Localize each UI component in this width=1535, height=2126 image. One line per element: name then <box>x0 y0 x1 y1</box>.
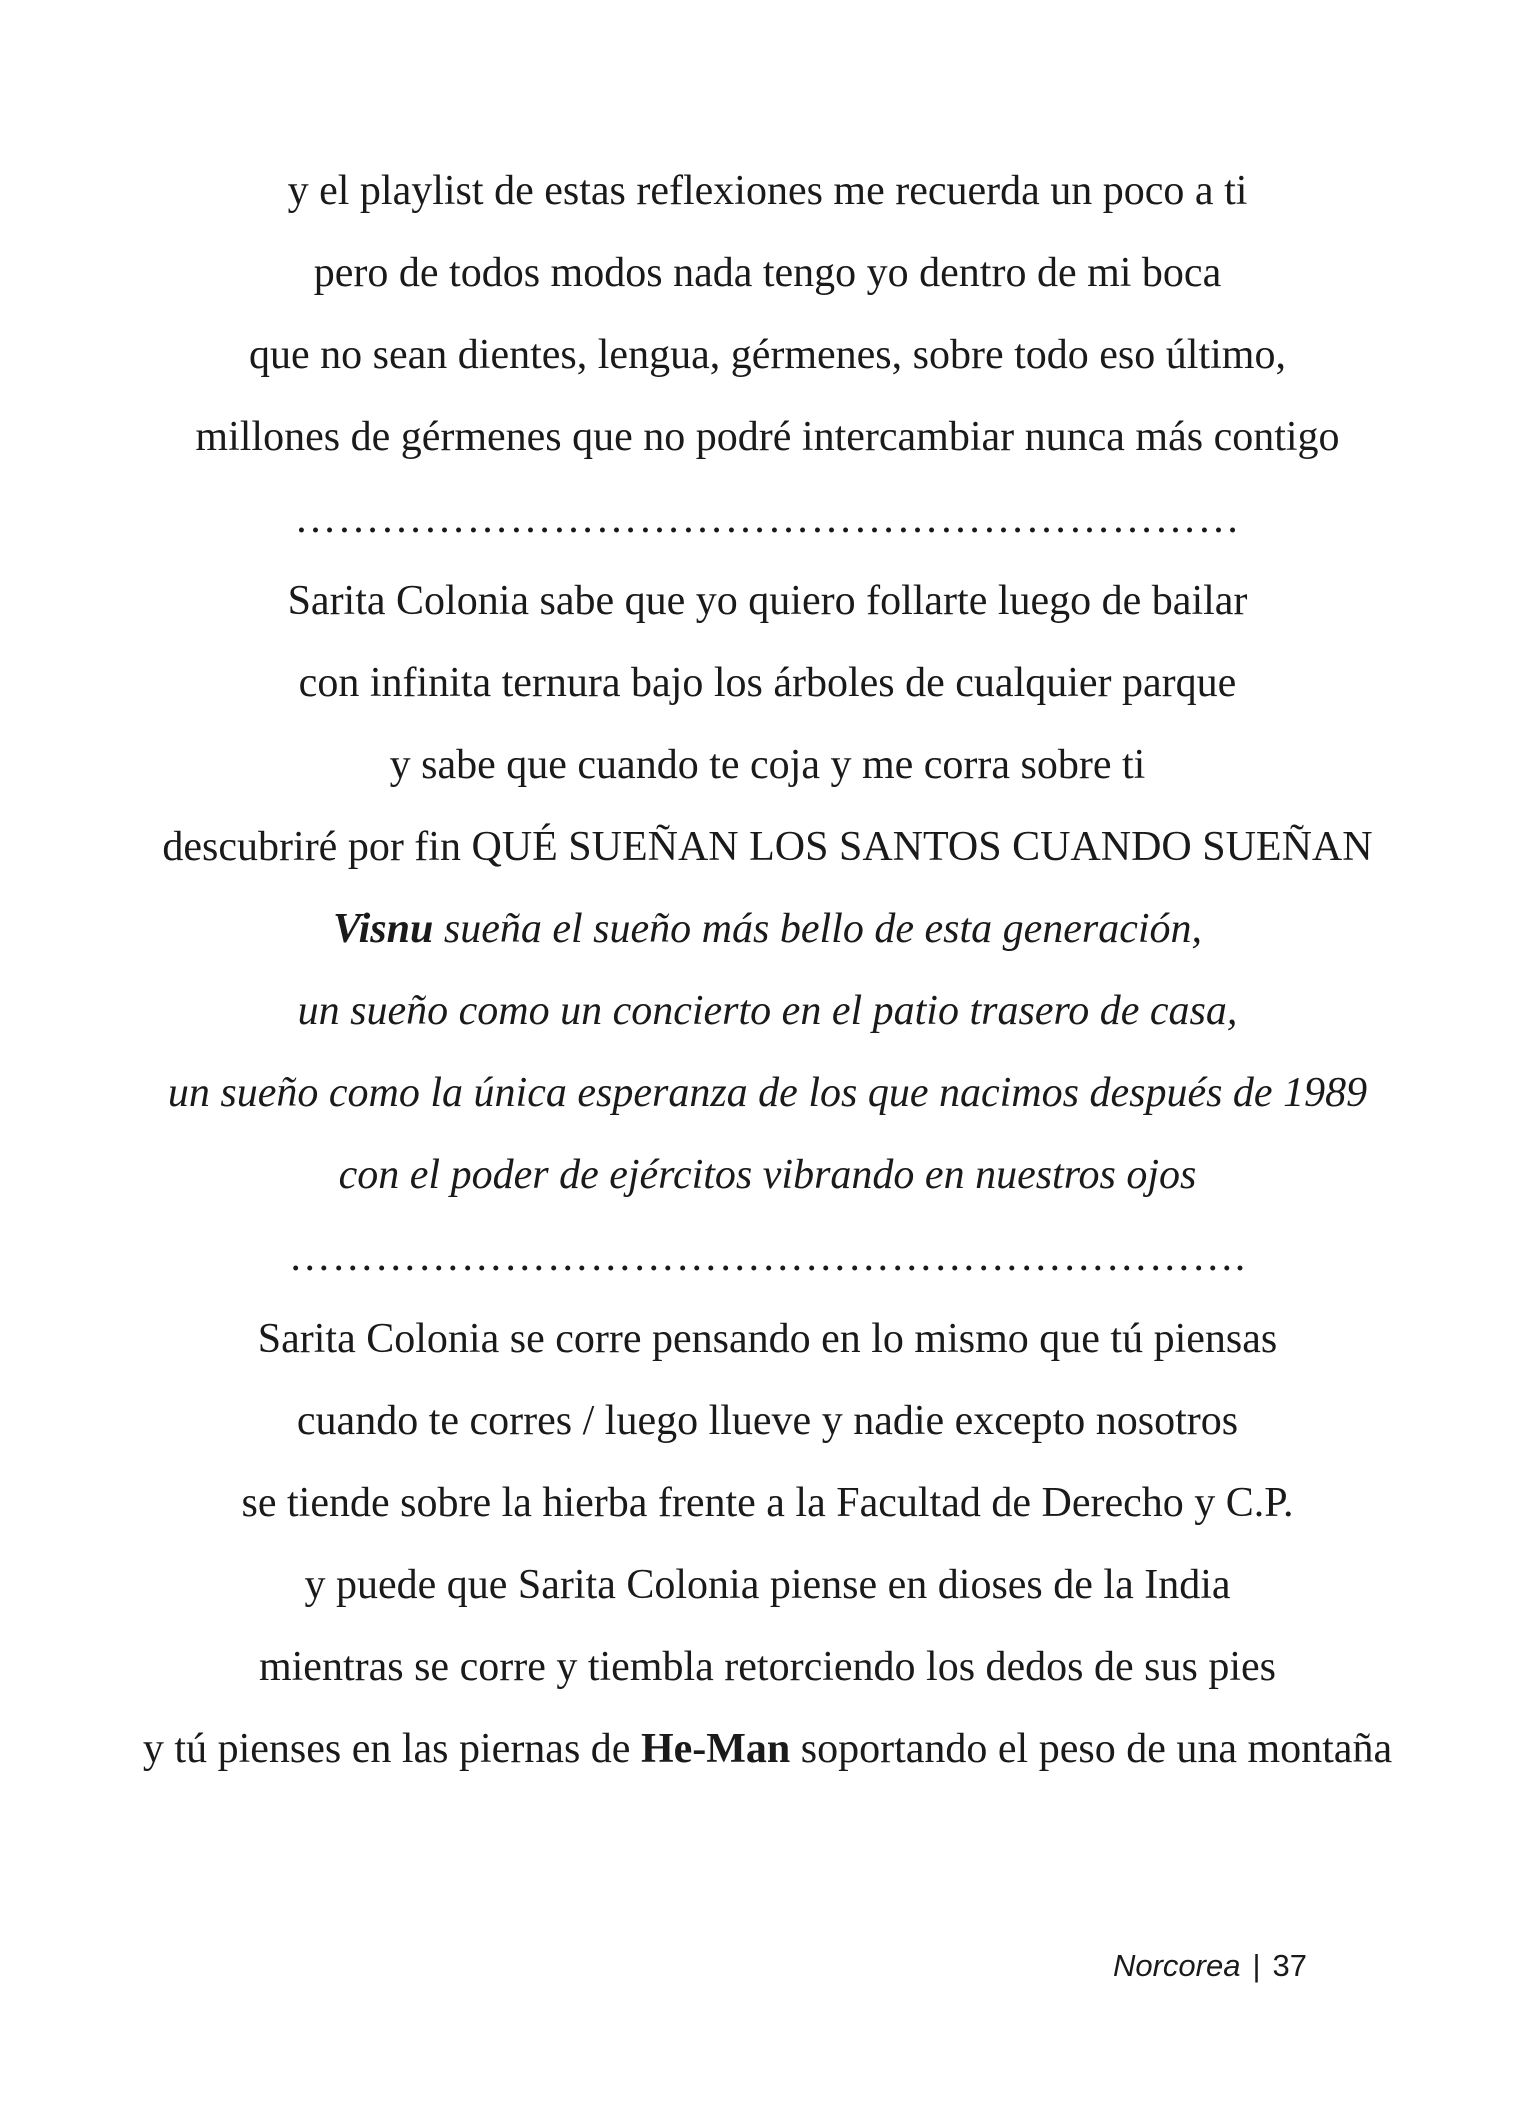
poem-line-italic <box>140 888 1395 970</box>
poem-line: mientras se corre y tiembla retorciendo los dedos de sus pies <box>258 1644 1277 1690</box>
section-divider: ………………………………………………………… <box>294 496 1241 542</box>
poem-line: que no sean dientes, lengua, gérmenes, sobre todo eso último, <box>249 332 1286 378</box>
poem-line: Sarita Colonia se corre pensando en lo mismo que tú piensas <box>257 1316 1278 1362</box>
last-line-after: soportando el peso de una montaña <box>790 1726 1393 1772</box>
last-line-before: y tú pienses en las piernas de <box>142 1726 641 1772</box>
page-number: 37 <box>1272 1948 1307 1983</box>
footer-separator: | <box>1252 1948 1261 1983</box>
poem-line-italic: un sueño como la única esperanza de los que nacimos después de 1989 <box>167 1070 1368 1116</box>
poem-line-italic: un sueño como un concierto en el patio trasero de casa, <box>297 988 1238 1034</box>
bold-name-heman: He-Man <box>640 1726 791 1772</box>
poem-line: y sabe que cuando te coja y me corra sobre ti <box>389 742 1146 788</box>
poem-line: cuando te corres / luego llueve y nadie excepto nosotros <box>296 1398 1239 1444</box>
page-footer <box>1113 1948 1307 1984</box>
section-divider: …………………………………………………………. <box>288 1234 1247 1280</box>
poem-line: se tiende sobre la hierba frente a la Facultad de Derecho y C.P. <box>241 1480 1294 1526</box>
poem-body <box>140 150 1395 1779</box>
poem-line: con infinita ternura bajo los árboles de cualquier parque <box>298 660 1237 706</box>
poem-line: pero de todos modos nada tengo yo dentro de mi boca <box>313 250 1222 296</box>
book-title: Norcorea <box>1112 1948 1241 1983</box>
poem-line-italic: con el poder de ejércitos vibrando en nuestros ojos <box>338 1152 1197 1198</box>
bold-name-visnu: Visnu <box>332 906 434 952</box>
poem-line: y el playlist de estas reflexiones me recuerda un poco a ti <box>287 168 1248 214</box>
poem-line-italic-rest: sueña el sueño más bello de esta generación, <box>433 906 1203 952</box>
poem-line: millones de gérmenes que no podré intercambiar nunca más contigo <box>195 414 1340 460</box>
poem-line: y puede que Sarita Colonia piense en dioses de la India <box>304 1562 1231 1608</box>
poem-line: Sarita Colonia sabe que yo quiero follarte luego de bailar <box>287 578 1248 624</box>
poem-last-line <box>140 1708 1395 1779</box>
poem-line: descubriré por fin QUÉ SUEÑAN LOS SANTOS CUANDO SUEÑAN <box>162 824 1373 870</box>
